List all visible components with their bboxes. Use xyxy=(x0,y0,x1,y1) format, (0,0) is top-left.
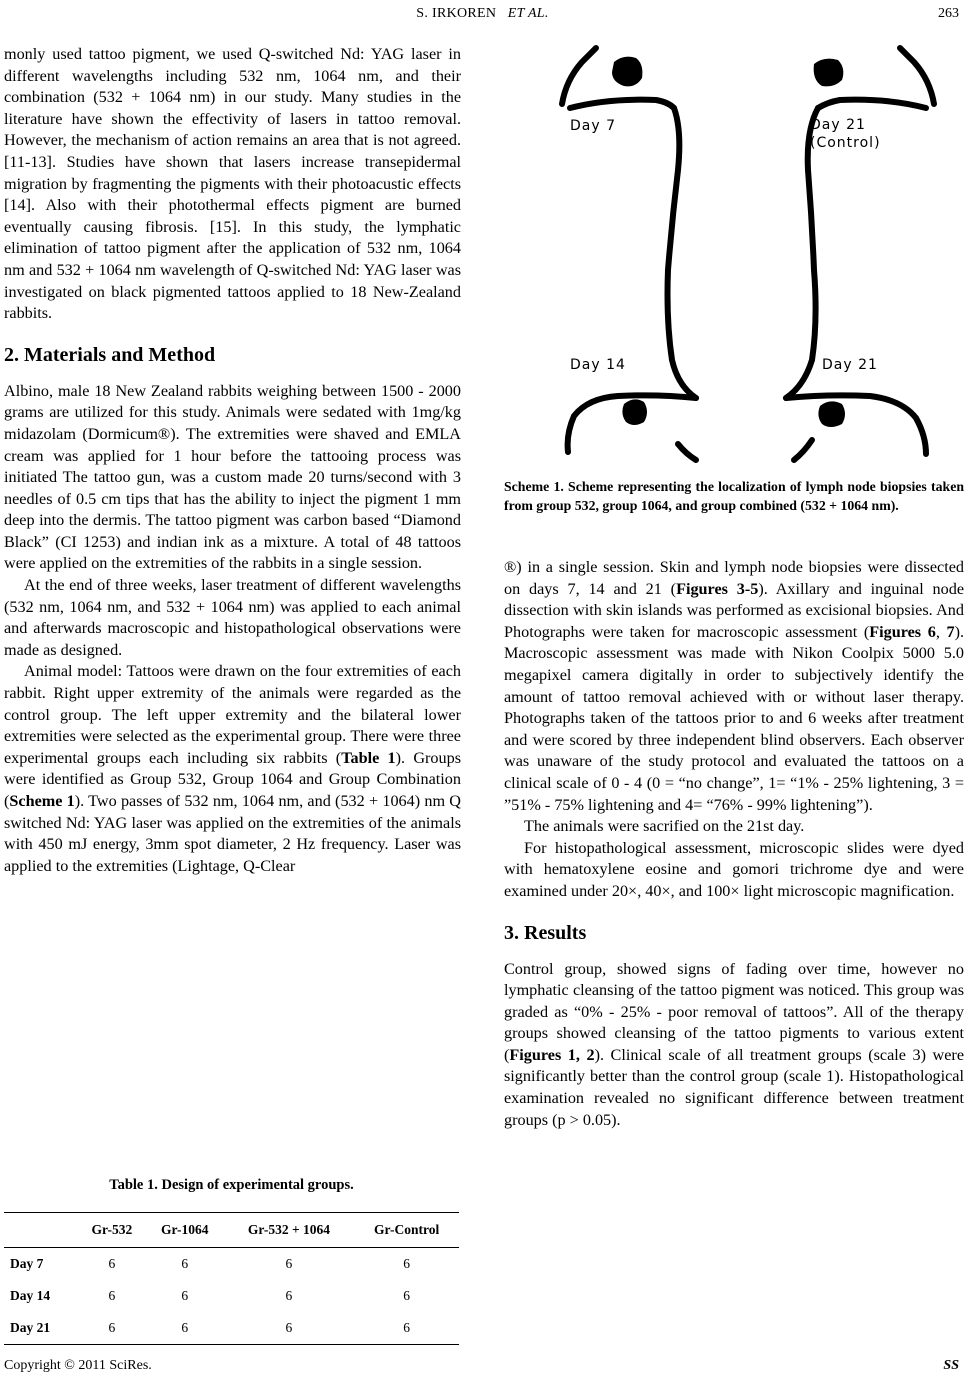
methods-p4-text-c: ). Macroscopic assessment was made with Nikon Coolpix 5000 5.0 megapixel camera digitally in order to subjectively identify the amount of tattoo removal achieved with or without laser therapy. Photographs taken of the tattoos prior to and 6 weeks after treatment and were scored by three independent blind observers. Each observer was unaware of the study protocol and evaluated the tattoos on a clinical scale of 0 - 4 (0 = “no change”, 1= “1% - 25% lightening, 3 = ”51% - 75% lightening and 4= “76% - 99% lightening”). xyxy=(504,622,965,814)
label-day-21-control-line1: Day 21 xyxy=(810,117,866,133)
table-header-cell xyxy=(4,1213,78,1248)
table-cell: 6 xyxy=(403,1288,410,1303)
table-cell: 6 xyxy=(403,1256,410,1271)
table-cell: 6 xyxy=(78,1312,146,1345)
methods-p4-text-a: ®) in a single session. Skin and lymph node biopsies were dissected on days 7, 14 and 21 ( xyxy=(504,558,964,598)
intro-paragraph: monly used tattoo pigment, we used Q-switched Nd: YAG laser in different wavelengths including 532 nm, 1064 nm, and their combination (532 + 1064 nm) in our study. Many studies in the literature have shown the effectivity of lasers in tattoo removal. However, the mechanism of action remains an area that is not agreed. [11-13]. Studies have shown that lasers increase transepidermal migration by fragmenting the pigments with their photoacustic effects [14]. Also with their photothermal effects pigment are burned eventually causing fibrosis. [15]. In this study, the lymphatic elimination of tattoo pigment after the application of 532 nm, 1064 nm and 532 + 1064 nm wavelength of Q-switched Nd: YAG laser was investigated on black pigmented tattoos applied to 18 New-Zealand rabbits. xyxy=(4,45,461,323)
outline-lower-right-inner xyxy=(794,440,812,460)
table-cell: 6 xyxy=(285,1256,293,1271)
table-header-cell: Gr-1064 xyxy=(146,1213,224,1248)
table-row xyxy=(4,1312,459,1345)
table-cell: 6 xyxy=(285,1288,293,1303)
methods-p3-text-a: Animal model: Tattoos were drawn on the four extremities of each rabbit. Right upper extremity of the animals were regarded as the control group. The left upper extremity and the bilateral lower extremities were selected as the experimental group. There were three experimental groups each including six rabbits ( xyxy=(4,662,461,767)
table-header-cell: Gr-Control xyxy=(354,1213,459,1248)
outline-upper-right-arm xyxy=(900,48,934,104)
table-cell: 6 xyxy=(354,1312,459,1345)
figures-3-5-link[interactable]: Figures 3-5 xyxy=(676,579,759,598)
outline-right-torso xyxy=(786,108,818,398)
right-column xyxy=(504,557,964,1131)
table-cell: 6 xyxy=(224,1312,354,1345)
table-cell: 6 xyxy=(146,1312,224,1345)
table-cell: 6 xyxy=(181,1256,189,1271)
table-header-cell: Gr-532 + 1064 xyxy=(224,1213,354,1248)
scheme-1-figure xyxy=(548,40,948,470)
table-row-label: Day 7 xyxy=(10,1256,44,1271)
section-heading-methods: 2. Materials and Method xyxy=(4,343,216,366)
scheme-1-caption: Scheme 1. Scheme representing the localization of lymph node biopsies taken from group 532, group 1064, and group combined (532 + 1064 nm). xyxy=(504,479,964,513)
label-day-14: Day 14 xyxy=(570,357,626,373)
results-paragraph xyxy=(504,959,964,1132)
table-1-title: Table 1. Design of experimental groups. xyxy=(109,1177,354,1193)
table-row xyxy=(4,1248,459,1281)
methods-p4-sep: , xyxy=(935,622,947,641)
figures-1-2-link[interactable]: Figures 1, 2 xyxy=(509,1045,595,1064)
methods-paragraph-1: Albino, male 18 New Zealand rabbits weighing between 1500 - 2000 grams are utilized for this study. Animals were sedated with 1mg/kg midazolam (Dormicum®). The extremities were shaved and EMLA cream was applied for 1 hour before the tattooing process was initiated The tattoo gun, was a custom made 20 turns/second with 3 needles of 0.5 cm tips that has the ability to inject the pigment 1 mm deep into the dermis. The tattoo pigment was carbon based “Diamond Black” (CI 1253) and indian ink as a mixture. A total of 48 tattoos were applied on the extremities of the rabbits in a single session. xyxy=(4,381,461,573)
copyright-notice: Copyright © 2011 SciRes. xyxy=(4,1358,152,1373)
table-row xyxy=(4,1280,459,1312)
node-marker-day-7 xyxy=(612,57,642,87)
node-marker-day-21 xyxy=(818,401,845,427)
methods-paragraph-6: For histopathological assessment, microscopic slides were dyed with hematoxylene eosine and gomori trichrome dye and were examined under 20×, 40×, and 100× light microscopic magnification. xyxy=(504,838,964,900)
running-head xyxy=(0,6,965,22)
methods-paragraph-2: At the end of three weeks, laser treatment of different wavelengths (532 nm, 1064 nm, and 532 + 1064 nm) was applied to each animal and afterwards macroscopic and histopathological observations were made as designed. xyxy=(4,576,461,659)
section-heading-results: 3. Results xyxy=(504,921,587,944)
methods-p3-text-c: ). Two passes of 532 nm, 1064 nm, and (532 + 1064) nm Q switched Nd: YAG laser was applied on the extremities of the animals with 450 mJ energy, 3mm spot diameter, 2 Hz frequency. Laser was applied to the extremities (Lightage, Q-Clear xyxy=(4,792,461,875)
outline-left-torso xyxy=(668,108,697,398)
methods-paragraph-4 xyxy=(504,557,964,816)
table-cell: 6 xyxy=(108,1256,116,1271)
journal-abbrev: SS xyxy=(943,1358,959,1373)
outline-upper-left-arm xyxy=(562,48,596,104)
methods-paragraph-3 xyxy=(4,661,461,877)
left-column xyxy=(4,44,461,877)
table-1-grid xyxy=(4,1212,459,1345)
figure-6-link[interactable]: Figures 6 xyxy=(869,622,936,641)
methods-p4-text-b: ). Axillary and inguinal node dissection with skin islands was performed as excisional biopsies. And Photographs were taken for macroscopic assessment ( xyxy=(504,579,965,641)
table-header-row xyxy=(4,1213,459,1248)
table-row-label: Day 14 xyxy=(10,1288,51,1303)
outline-upper-right-shoulder xyxy=(818,100,926,108)
table-row-label: Day 21 xyxy=(4,1312,78,1345)
node-marker-day-14 xyxy=(622,399,647,425)
label-day-7: Day 7 xyxy=(570,118,617,134)
results-text-b: ). Clinical scale of all treatment groups (scale 3) were significantly better than the control group (scale 1). Histopathological examination revealed no significant difference between treatment groups (p > 0.05). xyxy=(504,1045,965,1129)
table-cell: 6 xyxy=(108,1288,116,1303)
node-marker-day-21-control xyxy=(814,59,844,87)
label-day-21: Day 21 xyxy=(822,357,878,373)
scheme-1-link[interactable]: Scheme 1 xyxy=(9,792,75,810)
methods-paragraph-5: The animals were sacrified on the 21st day. xyxy=(524,817,805,836)
methods-p3-text-b: ). Groups were identified as Group 532, Group 1064 and Group Combination ( xyxy=(4,748,461,810)
table-cell: 6 xyxy=(181,1288,189,1303)
outline-lower-left-inner xyxy=(678,444,696,460)
page-number: 263 xyxy=(938,6,959,21)
table-1-link[interactable]: Table 1 xyxy=(341,748,396,767)
running-head-et-al: ET AL. xyxy=(507,6,549,21)
table-1 xyxy=(4,1177,459,1345)
running-head-authors: S. IRKOREN xyxy=(416,6,497,21)
page-header xyxy=(0,4,965,26)
results-text-a: Control group, showed signs of fading over time, however no lymphatic cleansing of the tattoo pigment was noticed. This group was graded as “0% - 25% - poor removal of tattoos”. All of the therapy groups showed cleansing of the tattoo pigments to various extent ( xyxy=(504,959,964,1064)
table-header-cell: Gr-532 xyxy=(78,1213,146,1248)
outline-upper-left-shoulder xyxy=(570,100,674,108)
figure-7-link[interactable]: 7 xyxy=(946,622,955,641)
label-day-21-control-line2: (Control) xyxy=(810,135,881,151)
